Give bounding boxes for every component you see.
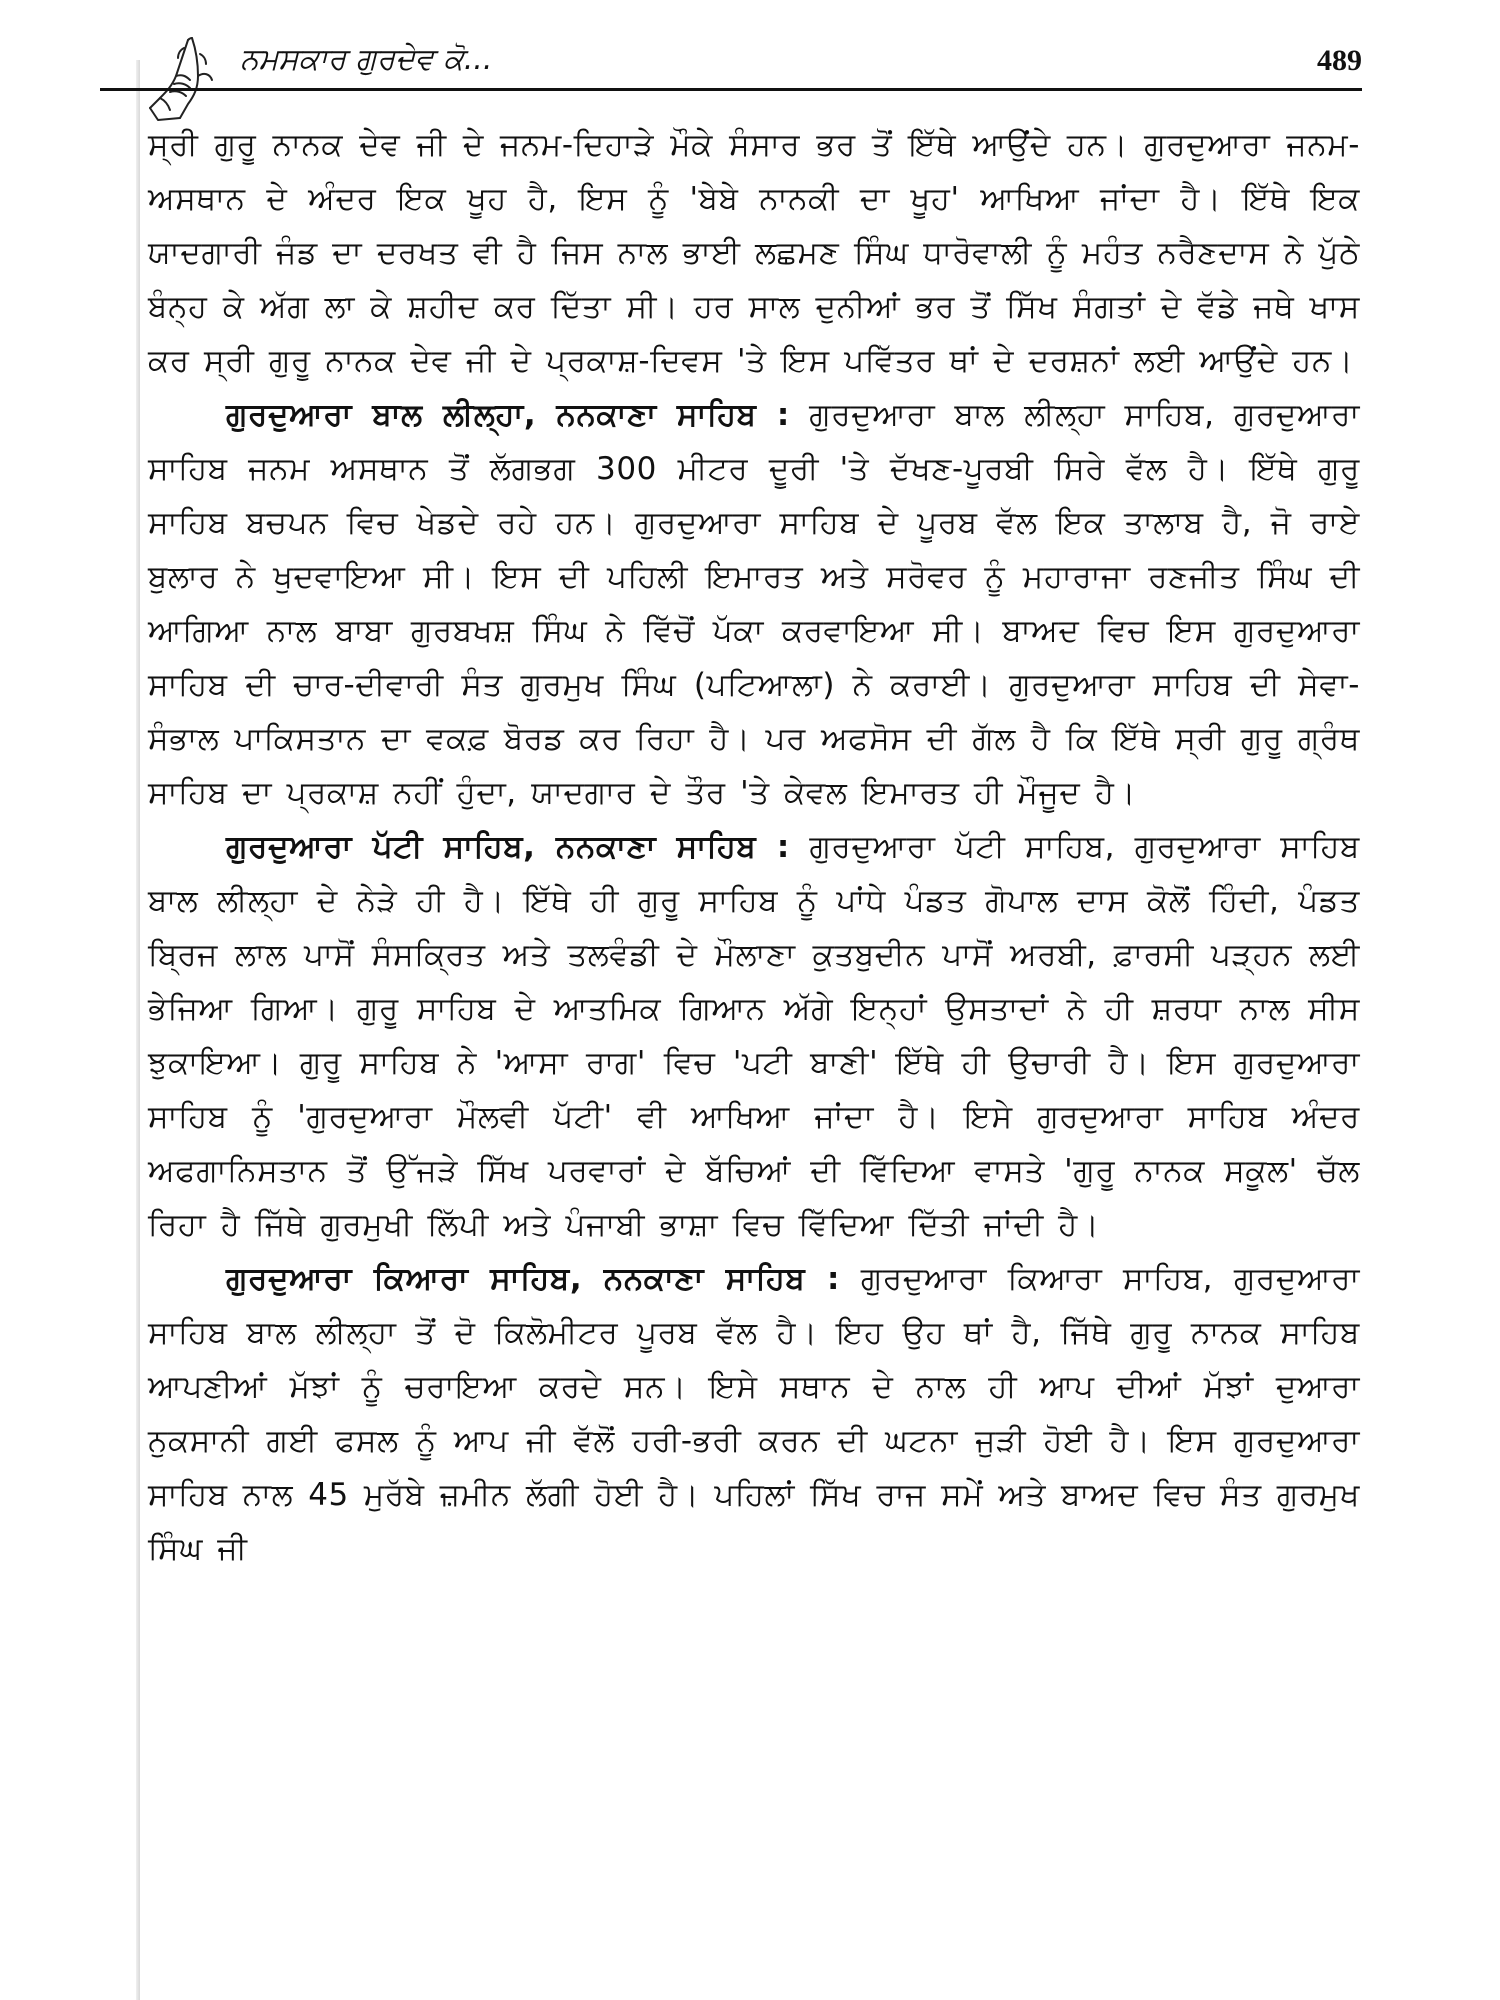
running-head: ਨਮਸਕਾਰ ਗੁਰਦੇਵ ਕੋ... <box>240 42 493 77</box>
page-header <box>140 30 1362 94</box>
page-number: 489 <box>1317 44 1362 77</box>
section-text: ਗੁਰਦੁਆਰਾ ਬਾਲ ਲੀਲ੍ਹਾ ਸਾਹਿਬ, ਗੁਰਦੁਆਰਾ ਸਾਹਿਬ ਜਨਮ ਅਸਥਾਨ ਤੋਂ ਲੱਗਭਗ 300 ਮੀਟਰ ਦੂਰੀ 'ਤੇ ਦੱਖਣ-ਪੂਰਬੀ ਸਿਰੇ ਵੱਲ ਹੈ। ਇੱਥੇ ਗੁਰੂ ਸਾਹਿਬ ਬਚਪਨ ਵਿਚ ਖੇਡਦੇ ਰਹੇ ਹਨ। ਗੁਰਦੁਆਰਾ ਸਾਹਿਬ ਦੇ ਪੂਰਬ ਵੱਲ ਇਕ ਤਾਲਾਬ ਹੈ, ਜੋ ਰਾਏ ਬੁਲਾਰ ਨੇ ਖੁਦਵਾਇਆ ਸੀ। ਇਸ ਦੀ ਪਹਿਲੀ ਇਮਾਰਤ ਅਤੇ ਸਰੋਵਰ ਨੂੰ ਮਹਾਰਾਜਾ ਰਣਜੀਤ ਸਿੰਘ ਦੀ ਆਗਿਆ ਨਾਲ ਬਾਬਾ ਗੁਰਬਖਸ਼ ਸਿੰਘ ਨੇ ਵਿੱਚੋਂ ਪੱਕਾ ਕਰਵਾਇਆ ਸੀ। ਬਾਅਦ ਵਿਚ ਇਸ ਗੁਰਦੁਆਰਾ ਸਾਹਿਬ ਦੀ ਚਾਰ-ਦੀਵਾਰੀ ਸੰਤ ਗੁਰਮੁਖ ਸਿੰਘ (ਪਟਿਆਲਾ) ਨੇ ਕਰਾਈ। ਗੁਰਦੁਆਰਾ ਸਾਹਿਬ ਦੀ ਸੇਵਾ-ਸੰਭਾਲ ਪਾਕਿਸਤਾਨ ਦਾ ਵਕਫ਼ ਬੋਰਡ ਕਰ ਰਿਹਾ ਹੈ। ਪਰ ਅਫਸੋਸ ਦੀ ਗੱਲ ਹੈ ਕਿ ਇੱਥੇ ਸ੍ਰੀ ਗੁਰੂ ਗ੍ਰੰਥ ਸਾਹਿਬ ਦਾ ਪ੍ਰਕਾਸ਼ ਨਹੀਂ ਹੁੰਦਾ, ਯਾਦਗਾਰ ਦੇ ਤੌਰ 'ਤੇ ਕੇਵਲ ਇਮਾਰਤ ਹੀ ਮੌਜੂਦ ਹੈ। <box>148 397 1360 811</box>
section-paragraph <box>148 1252 1360 1576</box>
section-heading: ਗੁਰਦੁਆਰਾ ਪੱਟੀ ਸਾਹਿਬ, ਨਨਕਾਣਾ ਸਾਹਿਬ : <box>226 829 790 865</box>
praying-hands-icon <box>140 30 240 125</box>
section-paragraph <box>148 388 1360 820</box>
intro-paragraph: ਸ੍ਰੀ ਗੁਰੂ ਨਾਨਕ ਦੇਵ ਜੀ ਦੇ ਜਨਮ-ਦਿਹਾੜੇ ਮੌਕੇ ਸੰਸਾਰ ਭਰ ਤੋਂ ਇੱਥੇ ਆਉਂਦੇ ਹਨ। ਗੁਰਦੁਆਰਾ ਜਨਮ-ਅਸਥਾਨ ਦੇ ਅੰਦਰ ਇਕ ਖੂਹ ਹੈ, ਇਸ ਨੂੰ 'ਬੇਬੇ ਨਾਨਕੀ ਦਾ ਖੂਹ' ਆਖਿਆ ਜਾਂਦਾ ਹੈ। ਇੱਥੇ ਇਕ ਯਾਦਗਾਰੀ ਜੰਡ ਦਾ ਦਰਖਤ ਵੀ ਹੈ ਜਿਸ ਨਾਲ ਭਾਈ ਲਛਮਣ ਸਿੰਘ ਧਾਰੋਵਾਲੀ ਨੂੰ ਮਹੰਤ ਨਰੈਣਦਾਸ ਨੇ ਪੁੱਠੇ ਬੰਨ੍ਹ ਕੇ ਅੱਗ ਲਾ ਕੇ ਸ਼ਹੀਦ ਕਰ ਦਿੱਤਾ ਸੀ। ਹਰ ਸਾਲ ਦੁਨੀਆਂ ਭਰ ਤੋਂ ਸਿੱਖ ਸੰਗਤਾਂ ਦੇ ਵੱਡੇ ਜਥੇ ਖਾਸ ਕਰ ਸ੍ਰੀ ਗੁਰੂ ਨਾਨਕ ਦੇਵ ਜੀ ਦੇ ਪ੍ਰਕਾਸ਼-ਦਿਵਸ 'ਤੇ ਇਸ ਪਵਿੱਤਰ ਥਾਂ ਦੇ ਦਰਸ਼ਨਾਂ ਲਈ ਆਉਂਦੇ ਹਨ। <box>148 127 1360 379</box>
section-text: ਗੁਰਦੁਆਰਾ ਕਿਆਰਾ ਸਾਹਿਬ, ਗੁਰਦੁਆਰਾ ਸਾਹਿਬ ਬਾਲ ਲੀਲ੍ਹਾ ਤੋਂ ਦੋ ਕਿਲੋਮੀਟਰ ਪੂਰਬ ਵੱਲ ਹੈ। ਇਹ ਉਹ ਥਾਂ ਹੈ, ਜਿੱਥੇ ਗੁਰੂ ਨਾਨਕ ਸਾਹਿਬ ਆਪਣੀਆਂ ਮੱਝਾਂ ਨੂੰ ਚਰਾਇਆ ਕਰਦੇ ਸਨ। ਇਸੇ ਸਥਾਨ ਦੇ ਨਾਲ ਹੀ ਆਪ ਦੀਆਂ ਮੱਝਾਂ ਦੁਆਰਾ ਨੁਕਸਾਨੀ ਗਈ ਫਸਲ ਨੂੰ ਆਪ ਜੀ ਵੱਲੋਂ ਹਰੀ-ਭਰੀ ਕਰਨ ਦੀ ਘਟਨਾ ਜੁੜੀ ਹੋਈ ਹੈ। ਇਸ ਗੁਰਦੁਆਰਾ ਸਾਹਿਬ ਨਾਲ 45 ਮੁਰੱਬੇ ਜ਼ਮੀਨ ਲੱਗੀ ਹੋਈ ਹੈ। ਪਹਿਲਾਂ ਸਿੱਖ ਰਾਜ ਸਮੇਂ ਅਤੇ ਬਾਅਦ ਵਿਚ ਸੰਤ ਗੁਰਮੁਖ ਸਿੰਘ ਜੀ <box>148 1261 1360 1567</box>
page-gutter-edge <box>136 60 140 2000</box>
header-rule <box>100 88 1362 91</box>
section-heading: ਗੁਰਦੁਆਰਾ ਬਾਲ ਲੀਲ੍ਹਾ, ਨਨਕਾਣਾ ਸਾਹਿਬ : <box>226 397 790 433</box>
section-heading: ਗੁਰਦੁਆਰਾ ਕਿਆਰਾ ਸਾਹਿਬ, ਨਨਕਾਣਾ ਸਾਹਿਬ : <box>226 1261 841 1297</box>
section-paragraph <box>148 820 1360 1252</box>
section-text: ਗੁਰਦੁਆਰਾ ਪੱਟੀ ਸਾਹਿਬ, ਗੁਰਦੁਆਰਾ ਸਾਹਿਬ ਬਾਲ ਲੀਲ੍ਹਾ ਦੇ ਨੇੜੇ ਹੀ ਹੈ। ਇੱਥੇ ਹੀ ਗੁਰੂ ਸਾਹਿਬ ਨੂੰ ਪਾਂਧੇ ਪੰਡਤ ਗੋਪਾਲ ਦਾਸ ਕੋਲੋਂ ਹਿੰਦੀ, ਪੰਡਤ ਬ੍ਰਿਜ ਲਾਲ ਪਾਸੋਂ ਸੰਸਕ੍ਰਿਤ ਅਤੇ ਤਲਵੰਡੀ ਦੇ ਮੌਲਾਣਾ ਕੁਤਬੁਦੀਨ ਪਾਸੋਂ ਅਰਬੀ, ਫ਼ਾਰਸੀ ਪੜ੍ਹਨ ਲਈ ਭੇਜਿਆ ਗਿਆ। ਗੁਰੂ ਸਾਹਿਬ ਦੇ ਆਤਮਿਕ ਗਿਆਨ ਅੱਗੇ ਇਨ੍ਹਾਂ ਉਸਤਾਦਾਂ ਨੇ ਹੀ ਸ਼ਰਧਾ ਨਾਲ ਸੀਸ ਝੁਕਾਇਆ। ਗੁਰੂ ਸਾਹਿਬ ਨੇ 'ਆਸਾ ਰਾਗ' ਵਿਚ 'ਪਟੀ ਬਾਣੀ' ਇੱਥੇ ਹੀ ਉਚਾਰੀ ਹੈ। ਇਸ ਗੁਰਦੁਆਰਾ ਸਾਹਿਬ ਨੂੰ 'ਗੁਰਦੁਆਰਾ ਮੌਲਵੀ ਪੱਟੀ' ਵੀ ਆਖਿਆ ਜਾਂਦਾ ਹੈ। ਇਸੇ ਗੁਰਦੁਆਰਾ ਸਾਹਿਬ ਅੰਦਰ ਅਫਗਾਨਿਸਤਾਨ ਤੋਂ ਉੱਜੜੇ ਸਿੱਖ ਪਰਵਾਰਾਂ ਦੇ ਬੱਚਿਆਂ ਦੀ ਵਿੱਦਿਆ ਵਾਸਤੇ 'ਗੁਰੂ ਨਾਨਕ ਸਕੂਲ' ਚੱਲ ਰਿਹਾ ਹੈ ਜਿੱਥੇ ਗੁਰਮੁਖੀ ਲਿੱਪੀ ਅਤੇ ਪੰਜਾਬੀ ਭਾਸ਼ਾ ਵਿਚ ਵਿੱਦਿਆ ਦਿੱਤੀ ਜਾਂਦੀ ਹੈ। <box>148 829 1360 1243</box>
body-text <box>148 118 1360 1576</box>
